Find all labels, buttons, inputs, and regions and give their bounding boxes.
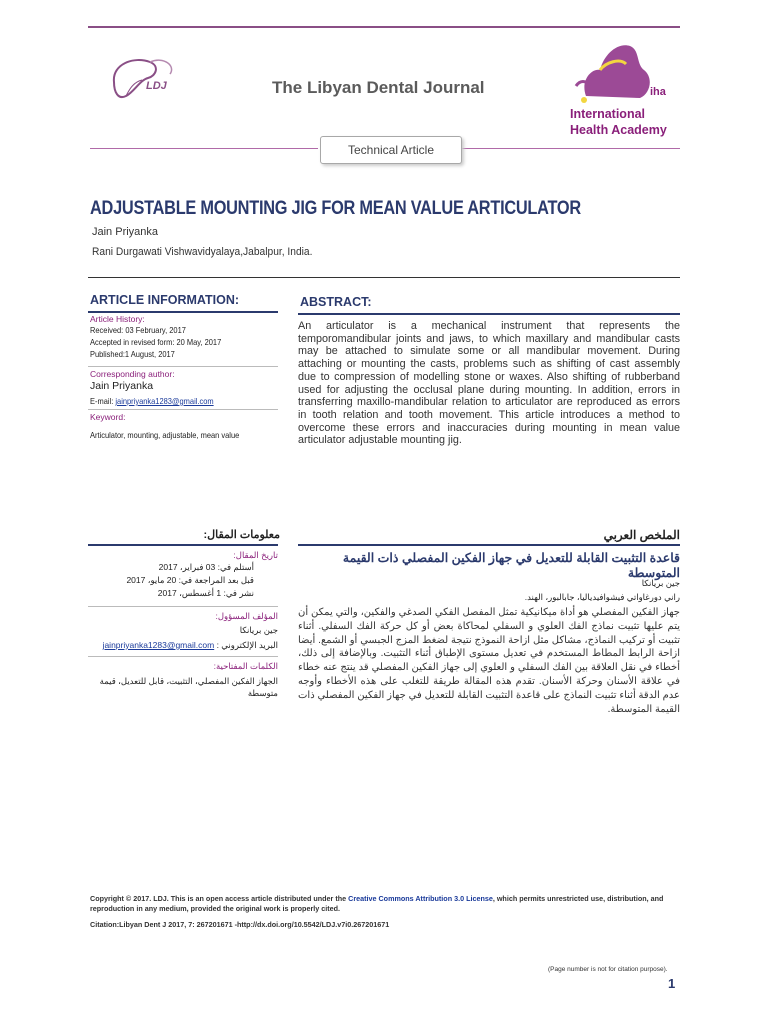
arabic-info-rule (88, 544, 278, 546)
article-author: Jain Priyanka (92, 226, 159, 238)
history-label: Article History: (90, 314, 145, 324)
arabic-email-label: البريد الإلكتروني : (216, 640, 278, 650)
received-date: Received: 03 February, 2017 (90, 325, 186, 335)
article-info-rule (88, 311, 278, 313)
article-type-badge: Technical Article (320, 136, 462, 164)
arabic-title: قاعدة التثبيت القابلة للتعديل في جهاز الفكين المفصلي ذات القيمة المتوسطة (342, 551, 680, 580)
keyword-label: Keyword: (90, 412, 126, 422)
license-link[interactable]: Creative Commons Attribution 3.0 License (348, 894, 493, 903)
email-row (90, 396, 214, 406)
arabic-abstract-text: جهاز الفكين المفصلي هو أداة ميكانيكية تمثل المفصل الفكي الصدغي والفكين، والتي يمكن أن يتم عليها تثبيت نماذج الفك العلوي و السفلي لمحاكاة بعض أو كل حركة الفك السفلي. أثناء تثبيت أو تركيب النماذج، مشاكل مثل ازاحة النموذج نتيجة لضغط المزج الجبسي أو الشمع. أيضا ازاحة الرابط المطاط المستخدم في تعديل مستوى الإطباق أثناء التثبيت. وبالإضافة إلى ذلك، أخطاء في نقل العلاقة بين الفك السفلي و العلوي إلى جهاز الفكين المفصلي قد ينتج عنه خطاء في علاقة الأسنان وحركة الأسنان. تقدم هذه المقالة طريقة للتغلب على هذه الأخطاء وأوجه عدم الدقة أثناء تثبيت النماذج على قاعدة التثبيت القابلة للتعديل في جهاز الفكين المفصلي ذات القيمة المتوسطة. (298, 607, 680, 715)
arabic-email-link[interactable]: jainpriyanka1283@gmail.com (102, 640, 215, 650)
arabic-accepted: قبل بعد المراجعة في: 20 مايو، 2017 (126, 575, 254, 585)
iha-line2: Health Academy (570, 123, 667, 137)
article-affiliation: Rani Durgawati Vishwavidyalaya,Jabalpur, India. (92, 246, 313, 258)
page-note: (Page number is not for citation purpose). (548, 966, 668, 973)
email-label: E-mail: (90, 396, 114, 406)
info-divider-1 (88, 366, 278, 367)
ldj-logo-text: LDJ (146, 80, 167, 92)
arabic-info-divider-2 (88, 656, 278, 657)
published-date: Published:1 August, 2017 (90, 349, 175, 359)
arabic-affiliation: راني دورغاواتي فيشوافيدياليا، جابالبور، الهند. (524, 592, 680, 602)
abstract-rule (298, 313, 680, 315)
citation: Citation:Libyan Dent J 2017, 7: 267201671 -http://dx.doi.org/10.5542/LDJ.v7i0.267201671 (90, 920, 390, 929)
journal-title: The Libyan Dental Journal (272, 78, 485, 97)
arabic-corresponding-name: جين بريانكا (239, 625, 278, 635)
arabic-info-divider-1 (88, 606, 278, 607)
email-link[interactable]: jainpriyanka1283@gmail.com (115, 396, 214, 406)
ldj-logo-icon (104, 52, 182, 104)
arabic-email-row (88, 640, 278, 651)
corresponding-label: Corresponding author: (90, 369, 175, 379)
arabic-abstract-rule (298, 544, 680, 546)
abstract-heading: ABSTRACT: (300, 295, 372, 309)
badge-line-left (90, 148, 318, 149)
info-divider-2 (88, 409, 278, 410)
copyright-notice (90, 894, 680, 914)
arabic-history-label: تاريخ المقال: (233, 550, 278, 560)
arabic-received: أستلم في: 03 فبراير، 2017 (158, 562, 254, 572)
header-top-line (88, 26, 680, 28)
accepted-date: Accepted in revised form: 20 May, 2017 (90, 337, 222, 347)
copyright-text-post: , which permits unrestricted use, distribution, and reproduction in any medium, provided the original work is properly cited. (90, 894, 664, 913)
article-title: ADJUSTABLE MOUNTING JIG FOR MEAN VALUE ARTICULATOR (90, 198, 581, 219)
iha-name (570, 106, 667, 138)
arabic-author: جين بريانكا (641, 578, 680, 588)
keywords: Articulator, mounting, adjustable, mean value (90, 430, 240, 440)
title-divider (88, 277, 680, 278)
arabic-keyword-label: الكلمات المفتاحية: (213, 661, 278, 671)
arabic-keywords: الجهاز الفكين المفصلي، التثبيت، قابل للتعديل، قيمة متوسطة (99, 676, 278, 698)
article-info-heading: ARTICLE INFORMATION: (90, 293, 240, 307)
badge-line-right (462, 148, 680, 149)
arabic-info-heading: معلومات المقال: (203, 529, 280, 541)
iha-logo-text: iha (650, 86, 666, 98)
copyright-text-pre: Copyright © 2017. LDJ. This is an open access article distributed under the (90, 894, 349, 903)
arabic-published: نشر في: 1 أغسطس، 2017 (157, 588, 254, 598)
iha-line1: International (570, 107, 646, 121)
arabic-abstract-heading: الملخص العربي (603, 528, 680, 542)
page-number: 1 (668, 976, 676, 991)
abstract-text: An articulator is a mechanical instrument that represents the temporomandibular joints and jaws, to which maxillary and mandibular casts may be attached to simulate some or all mandibular movement. During attaching or mounting the casts, problems such as shifting of cast assembly due to compression of modelling stone or waxes. Also shifting of rubberband used for adjusting the occlusal plane during mounting. In addition, errors in transferring maxillo-mandibular relation to articulator are reproduced as errors in tooth relation and tooth movement. This article introduces a method to overcome these errors and inaccuracies during mounting in mean value articulator adjustable mounting jig. (298, 320, 680, 447)
arabic-corresponding-label: المؤلف المسؤول: (215, 611, 278, 621)
corresponding-name: Jain Priyanka (90, 380, 154, 392)
